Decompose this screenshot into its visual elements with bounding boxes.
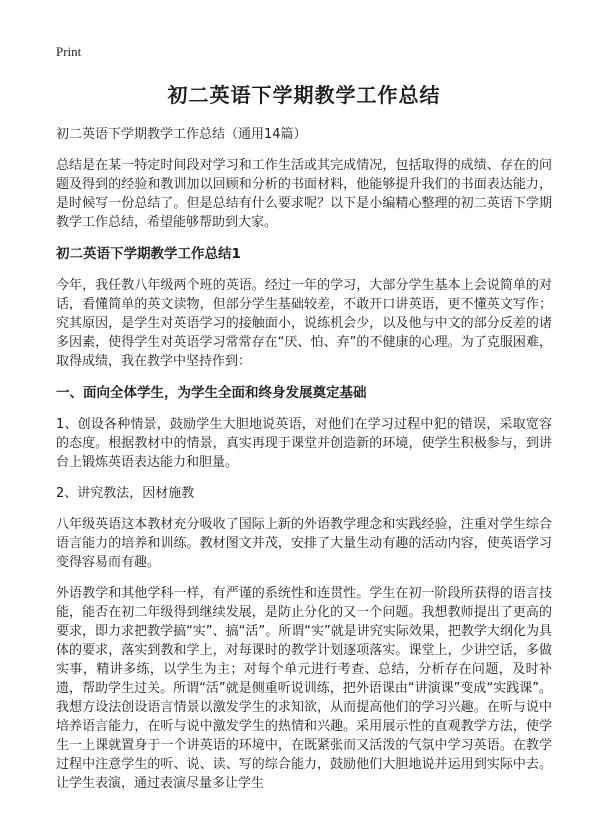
paragraph-2: 1、创设各种情景，鼓励学生大胆地说英语，对他们在学习过程中犯的错误，采取宽容的态度。根据教材中的情景，真实再现于课堂并创造新的环境，使学生积极参与，到讲台上锻炼英语表达能力和胆量。 <box>56 417 552 470</box>
document-body <box>56 76 552 805</box>
heading-2: 2、讲究教法，因材施教 <box>56 486 195 501</box>
paragraph-1: 今年，我任教八年级两个班的英语。经过一年的学习，大部分学生基本上会说简单的对话，看懂简单的英文读物，但部分学生基础较差，不敢开口讲英语，更不懂英文写作；究其原因，是学生对英语学习的接触面小，说练机会少，以及他与中文的部分反差的诸多因素，使得学生对英语学习常常存在“厌、怕、弃”的不健康的心理。为了克服困难，取得成绩，我在教学中坚持作到： <box>56 278 552 369</box>
print-link[interactable]: Print <box>56 44 82 59</box>
section-heading: 初二英语下学期教学工作总结1 <box>56 246 241 262</box>
paragraph-4: 外语教学和其他学科一样，有严谨的系统性和连贯性。学生在初一阶段所获得的语言技能，能否在初二年级得到继续发展，是防止分化的又一个问题。我想教师提出了更高的要求，即力求把教学搞“实”、搞“活”。所谓“实”就是讲究实际效果，把教学大纲化为具体的要求，落实到教和学上，对每课时的教学计划逐项落实。课堂上，少讲空话，多做实事，精讲多练，以学生为主；对每个单元进行考查、总结，分析存在问题，及时补遗，帮助学生过关。所谓“活”就是侧重听说训练，把外语课由“讲演课”变成“实践课”。我想方设法创设语言情景以激发学生的求知欲，从而提高他们的学习兴趣。在听与说中培养语言能力，在听与说中激发学生的热情和兴趣。采用展示性的直观教学方法，使学生一上课就置身于一个讲英语的环境中，在既紧张而又活泼的气氛中学习英语。在教学过程中注意学生的听、说、读、写的综合能力，鼓励他们大胆地说并运用到实际中去。让学生表演，通过表演尽量多让学生 <box>56 586 552 791</box>
paragraph-3: 八年级英语这本教材充分吸收了国际上新的外语教学理念和实践经验，注重对学生综合语言能力的培养和训练。教材图文并茂，安排了大量生动有趣的活动内容，使英语学习变得容易而有趣。 <box>56 517 552 570</box>
page-title: 初二英语下学期教学工作总结 <box>167 83 441 107</box>
document-subtitle: 初二英语下学期教学工作总结（通用14篇） <box>56 127 307 142</box>
intro-paragraph: 总结是在某一特定时间段对学习和工作生活或其完成情况，包括取得的成绩、存在的问题及得到的经验和教训加以回顾和分析的书面材料，他能够提升我们的书面表达能力，是时候写一份总结了。但是总结有什么要求呢？以下是小编精心整理的初二英语下学期教学工作总结，希望能够帮助到大家。 <box>56 158 552 230</box>
heading-1: 一、面向全体学生，为学生全面和终身发展奠定基础 <box>56 385 367 401</box>
